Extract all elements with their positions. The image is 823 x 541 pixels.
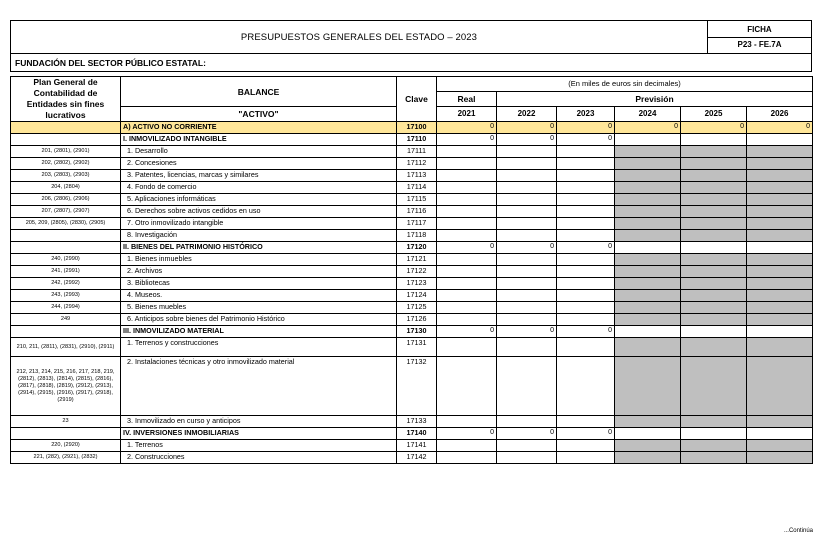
table-row xyxy=(11,428,813,440)
value-cell-2025[interactable] xyxy=(681,194,747,206)
value-cell-2026[interactable] xyxy=(747,357,813,416)
year-header-2026: 2026 xyxy=(747,107,813,122)
value-cell-2025[interactable] xyxy=(681,134,747,146)
plan-account-cell: 244, (2994) xyxy=(11,302,121,314)
concept-cell: 3. Bibliotecas xyxy=(121,278,397,290)
concept-cell: I. INMOVILIZADO INTANGIBLE xyxy=(121,134,397,146)
table-row xyxy=(11,182,813,194)
value-cell-2021[interactable]: 0 xyxy=(437,134,497,146)
plan-account-cell: 204, (2804) xyxy=(11,182,121,194)
value-cell-2025[interactable] xyxy=(681,146,747,158)
concept-cell: 4. Fondo de comercio xyxy=(121,182,397,194)
value-cell-2024[interactable] xyxy=(615,230,681,242)
value-cell-2022[interactable] xyxy=(497,452,557,464)
concept-cell: 4. Museos. xyxy=(121,290,397,302)
value-cell-2025[interactable] xyxy=(681,452,747,464)
plan-account-cell: 242, (2992) xyxy=(11,278,121,290)
value-cell-2025[interactable] xyxy=(681,338,747,357)
value-cell-2023[interactable] xyxy=(557,278,615,290)
table-row xyxy=(11,440,813,452)
value-cell-2023[interactable] xyxy=(557,146,615,158)
value-cell-2025[interactable] xyxy=(681,326,747,338)
value-cell-2021[interactable] xyxy=(437,266,497,278)
value-cell-2025[interactable] xyxy=(681,428,747,440)
value-cell-2025[interactable] xyxy=(681,314,747,326)
value-cell-2023[interactable] xyxy=(557,440,615,452)
value-cell-2026[interactable] xyxy=(747,302,813,314)
value-cell-2021[interactable] xyxy=(437,278,497,290)
value-cell-2024[interactable] xyxy=(615,242,681,254)
value-cell-2021[interactable] xyxy=(437,314,497,326)
value-cell-2025[interactable] xyxy=(681,218,747,230)
value-cell-2023[interactable]: 0 xyxy=(557,326,615,338)
ficha-label: FICHA xyxy=(747,24,772,34)
value-cell-2025[interactable] xyxy=(681,254,747,266)
activo-header: "ACTIVO" xyxy=(121,107,397,122)
plan-account-cell: 220, (2920) xyxy=(11,440,121,452)
clave-cell: 17121 xyxy=(397,254,437,266)
table-row xyxy=(11,170,813,182)
clave-cell: 17117 xyxy=(397,218,437,230)
clave-cell: 17100 xyxy=(397,122,437,134)
concept-cell: IV. INVERSIONES INMOBILIARIAS xyxy=(121,428,397,440)
value-cell-2024[interactable] xyxy=(615,302,681,314)
value-cell-2024[interactable] xyxy=(615,194,681,206)
value-cell-2021[interactable] xyxy=(437,206,497,218)
table-row xyxy=(11,302,813,314)
value-cell-2026[interactable] xyxy=(747,134,813,146)
clave-cell: 17113 xyxy=(397,170,437,182)
form-title: PRESUPUESTOS GENERALES DEL ESTADO – 2023 xyxy=(11,21,708,54)
value-cell-2022[interactable] xyxy=(497,254,557,266)
plan-account-cell: 212, 213, 214, 215, 216, 217, 218, 219, (2812), (2813), (2814), (2815), (2816), (2817), (2818), (2819), (2912), (2913), (2914), (2915), (2916), (2917), (2918), (2919) xyxy=(11,357,121,416)
value-cell-2025[interactable] xyxy=(681,170,747,182)
value-cell-2021[interactable]: 0 xyxy=(437,428,497,440)
value-cell-2026[interactable] xyxy=(747,194,813,206)
value-cell-2024[interactable] xyxy=(615,416,681,428)
value-cell-2021[interactable] xyxy=(437,338,497,357)
table-row xyxy=(11,266,813,278)
clave-cell: 17132 xyxy=(397,357,437,416)
clave-cell: 17118 xyxy=(397,230,437,242)
clave-cell: 17133 xyxy=(397,416,437,428)
plan-account-cell xyxy=(11,428,121,440)
concept-cell: 1. Desarrollo xyxy=(121,146,397,158)
clave-cell: 17115 xyxy=(397,194,437,206)
value-cell-2026[interactable] xyxy=(747,266,813,278)
prevision-header: Previsión xyxy=(497,92,813,107)
table-row xyxy=(11,357,813,416)
plan-account-cell: 206, (2806), (2906) xyxy=(11,194,121,206)
value-cell-2025[interactable] xyxy=(681,302,747,314)
value-cell-2024[interactable] xyxy=(615,314,681,326)
value-cell-2021[interactable] xyxy=(437,254,497,266)
concept-cell: 7. Otro inmovilizado intangible xyxy=(121,218,397,230)
value-cell-2026[interactable] xyxy=(747,182,813,194)
table-row xyxy=(11,278,813,290)
table-row xyxy=(11,194,813,206)
value-cell-2026[interactable] xyxy=(747,218,813,230)
value-cell-2021[interactable] xyxy=(437,440,497,452)
concept-cell: A) ACTIVO NO CORRIENTE xyxy=(121,122,397,134)
value-cell-2025[interactable] xyxy=(681,278,747,290)
form-header xyxy=(10,20,812,72)
table-row xyxy=(11,230,813,242)
value-cell-2022[interactable]: 0 xyxy=(497,134,557,146)
value-cell-2026[interactable] xyxy=(747,440,813,452)
value-cell-2022[interactable]: 0 xyxy=(497,428,557,440)
clave-cell: 17111 xyxy=(397,146,437,158)
value-cell-2024[interactable]: 0 xyxy=(615,122,681,134)
plan-account-cell xyxy=(11,134,121,146)
clave-cell: 17110 xyxy=(397,134,437,146)
plan-account-cell: 202, (2802), (2902) xyxy=(11,158,121,170)
year-header-2024: 2024 xyxy=(615,107,681,122)
value-cell-2023[interactable] xyxy=(557,290,615,302)
value-cell-2021[interactable] xyxy=(437,182,497,194)
value-cell-2026[interactable] xyxy=(747,254,813,266)
concept-cell: 2. Concesiones xyxy=(121,158,397,170)
concept-cell: 2. Archivos xyxy=(121,266,397,278)
value-cell-2025[interactable] xyxy=(681,290,747,302)
table-row xyxy=(11,338,813,357)
value-cell-2026[interactable] xyxy=(747,146,813,158)
value-cell-2023[interactable] xyxy=(557,182,615,194)
clave-cell: 17142 xyxy=(397,452,437,464)
value-cell-2024[interactable] xyxy=(615,206,681,218)
value-cell-2022[interactable] xyxy=(497,194,557,206)
value-cell-2021[interactable] xyxy=(437,452,497,464)
concept-cell: II. BIENES DEL PATRIMONIO HISTÓRICO xyxy=(121,242,397,254)
clave-cell: 17112 xyxy=(397,158,437,170)
value-cell-2024[interactable] xyxy=(615,254,681,266)
value-cell-2024[interactable] xyxy=(615,134,681,146)
value-cell-2022[interactable] xyxy=(497,170,557,182)
table-row xyxy=(11,206,813,218)
value-cell-2024[interactable] xyxy=(615,278,681,290)
value-cell-2022[interactable] xyxy=(497,230,557,242)
value-cell-2026[interactable] xyxy=(747,170,813,182)
value-cell-2023[interactable] xyxy=(557,302,615,314)
clave-cell: 17126 xyxy=(397,314,437,326)
concept-cell: 1. Terrenos y construcciones xyxy=(121,338,397,357)
value-cell-2026[interactable] xyxy=(747,242,813,254)
value-cell-2024[interactable] xyxy=(615,338,681,357)
value-cell-2025[interactable] xyxy=(681,242,747,254)
plan-account-cell xyxy=(11,122,121,134)
plan-account-cell: 210, 211, (2811), (2831), (2910), (2911) xyxy=(11,338,121,357)
value-cell-2022[interactable]: 0 xyxy=(497,326,557,338)
year-header-2021: 2021 xyxy=(437,107,497,122)
clave-column-header: Clave xyxy=(397,77,437,122)
value-cell-2023[interactable] xyxy=(557,170,615,182)
value-cell-2021[interactable] xyxy=(437,170,497,182)
value-cell-2024[interactable] xyxy=(615,170,681,182)
units-note: (En miles de euros sin decimales) xyxy=(437,77,813,92)
value-cell-2022[interactable] xyxy=(497,416,557,428)
plan-account-cell: 203, (2803), (2903) xyxy=(11,170,121,182)
plan-account-cell: 201, (2801), (2901) xyxy=(11,146,121,158)
plan-account-cell: 205, 209, (2805), (2830), (2905) xyxy=(11,218,121,230)
plan-account-cell: 241, (2991) xyxy=(11,266,121,278)
value-cell-2024[interactable] xyxy=(615,146,681,158)
year-header-2023: 2023 xyxy=(557,107,615,122)
plan-account-cell xyxy=(11,242,121,254)
concept-cell: III. INMOVILIZADO MATERIAL xyxy=(121,326,397,338)
clave-cell: 17130 xyxy=(397,326,437,338)
value-cell-2022[interactable] xyxy=(497,338,557,357)
value-cell-2026[interactable] xyxy=(747,206,813,218)
balance-column-header: BALANCE xyxy=(121,77,397,107)
value-cell-2021[interactable]: 0 xyxy=(437,122,497,134)
value-cell-2025[interactable] xyxy=(681,158,747,170)
year-header-2025: 2025 xyxy=(681,107,747,122)
value-cell-2022[interactable] xyxy=(497,158,557,170)
value-cell-2026[interactable] xyxy=(747,314,813,326)
value-cell-2025[interactable] xyxy=(681,416,747,428)
value-cell-2022[interactable] xyxy=(497,278,557,290)
value-cell-2022[interactable] xyxy=(497,146,557,158)
continua-note: ...Continúa xyxy=(783,528,813,534)
concept-cell: 6. Anticipos sobre bienes del Patrimonio Histórico xyxy=(121,314,397,326)
value-cell-2024[interactable] xyxy=(615,182,681,194)
value-cell-2023[interactable]: 0 xyxy=(557,134,615,146)
plan-account-cell: 207, (2807), (2907) xyxy=(11,206,121,218)
value-cell-2024[interactable] xyxy=(615,158,681,170)
value-cell-2026[interactable] xyxy=(747,416,813,428)
table-row xyxy=(11,452,813,464)
value-cell-2023[interactable] xyxy=(557,158,615,170)
value-cell-2021[interactable] xyxy=(437,290,497,302)
value-cell-2024[interactable] xyxy=(615,440,681,452)
value-cell-2023[interactable]: 0 xyxy=(557,242,615,254)
value-cell-2022[interactable] xyxy=(497,302,557,314)
concept-cell: 2. Construcciones xyxy=(121,452,397,464)
value-cell-2023[interactable] xyxy=(557,218,615,230)
value-cell-2023[interactable] xyxy=(557,230,615,242)
value-cell-2021[interactable] xyxy=(437,146,497,158)
concept-cell: 5. Aplicaciones informáticas xyxy=(121,194,397,206)
value-cell-2022[interactable] xyxy=(497,182,557,194)
value-cell-2023[interactable] xyxy=(557,338,615,357)
value-cell-2022[interactable] xyxy=(497,440,557,452)
value-cell-2026[interactable] xyxy=(747,278,813,290)
clave-cell: 17140 xyxy=(397,428,437,440)
table-row xyxy=(11,146,813,158)
value-cell-2021[interactable] xyxy=(437,357,497,416)
clave-cell: 17123 xyxy=(397,278,437,290)
value-cell-2024[interactable] xyxy=(615,357,681,416)
value-cell-2023[interactable] xyxy=(557,314,615,326)
balance-table xyxy=(10,76,813,464)
value-cell-2023[interactable] xyxy=(557,357,615,416)
value-cell-2025[interactable] xyxy=(681,206,747,218)
plan-account-cell: 240, (2990) xyxy=(11,254,121,266)
plan-account-cell xyxy=(11,230,121,242)
concept-cell: 3. Inmovilizado en curso y anticipos xyxy=(121,416,397,428)
balance-body xyxy=(11,122,813,464)
value-cell-2024[interactable] xyxy=(615,290,681,302)
table-row xyxy=(11,242,813,254)
table-row xyxy=(11,326,813,338)
value-cell-2021[interactable]: 0 xyxy=(437,326,497,338)
value-cell-2021[interactable] xyxy=(437,302,497,314)
value-cell-2022[interactable] xyxy=(497,290,557,302)
concept-cell: 1. Bienes inmuebles xyxy=(121,254,397,266)
value-cell-2022[interactable] xyxy=(497,206,557,218)
value-cell-2024[interactable] xyxy=(615,428,681,440)
concept-cell: 2. Instalaciones técnicas y otro inmovilizado material xyxy=(121,357,397,416)
clave-cell: 17116 xyxy=(397,206,437,218)
value-cell-2022[interactable]: 0 xyxy=(497,242,557,254)
clave-cell: 17120 xyxy=(397,242,437,254)
value-cell-2024[interactable] xyxy=(615,326,681,338)
value-cell-2025[interactable] xyxy=(681,266,747,278)
value-cell-2021[interactable] xyxy=(437,416,497,428)
value-cell-2023[interactable]: 0 xyxy=(557,122,615,134)
value-cell-2024[interactable] xyxy=(615,266,681,278)
value-cell-2022[interactable] xyxy=(497,266,557,278)
clave-cell: 17141 xyxy=(397,440,437,452)
concept-cell: 8. Investigación xyxy=(121,230,397,242)
value-cell-2021[interactable] xyxy=(437,158,497,170)
value-cell-2023[interactable] xyxy=(557,416,615,428)
value-cell-2026[interactable] xyxy=(747,428,813,440)
year-header-2022: 2022 xyxy=(497,107,557,122)
value-cell-2026[interactable] xyxy=(747,452,813,464)
value-cell-2022[interactable] xyxy=(497,357,557,416)
plan-account-cell: 243, (2993) xyxy=(11,290,121,302)
value-cell-2025[interactable] xyxy=(681,182,747,194)
plan-account-cell xyxy=(11,326,121,338)
value-cell-2022[interactable] xyxy=(497,314,557,326)
value-cell-2022[interactable] xyxy=(497,218,557,230)
value-cell-2023[interactable] xyxy=(557,266,615,278)
value-cell-2023[interactable] xyxy=(557,254,615,266)
value-cell-2025[interactable] xyxy=(681,440,747,452)
value-cell-2022[interactable]: 0 xyxy=(497,122,557,134)
real-header: Real xyxy=(437,92,497,107)
concept-cell: 3. Patentes, licencias, marcas y similares xyxy=(121,170,397,182)
clave-cell: 17131 xyxy=(397,338,437,357)
value-cell-2025[interactable] xyxy=(681,357,747,416)
table-row xyxy=(11,218,813,230)
table-row xyxy=(11,254,813,266)
clave-cell: 17125 xyxy=(397,302,437,314)
table-row xyxy=(11,122,813,134)
value-cell-2025[interactable]: 0 xyxy=(681,122,747,134)
concept-cell: 6. Derechos sobre activos cedidos en uso xyxy=(121,206,397,218)
value-cell-2023[interactable] xyxy=(557,194,615,206)
ficha-box xyxy=(708,21,812,54)
value-cell-2023[interactable] xyxy=(557,206,615,218)
table-row xyxy=(11,416,813,428)
plan-account-cell: 249 xyxy=(11,314,121,326)
entity-label: FUNDACIÓN DEL SECTOR PÚBLICO ESTATAL: xyxy=(11,54,812,72)
value-cell-2026[interactable] xyxy=(747,338,813,357)
table-row xyxy=(11,290,813,302)
value-cell-2026[interactable] xyxy=(747,326,813,338)
value-cell-2026[interactable] xyxy=(747,290,813,302)
concept-cell: 5. Bienes muebles xyxy=(121,302,397,314)
concept-cell: 1. Terrenos xyxy=(121,440,397,452)
value-cell-2021[interactable] xyxy=(437,218,497,230)
value-cell-2024[interactable] xyxy=(615,452,681,464)
table-row xyxy=(11,314,813,326)
table-row xyxy=(11,158,813,170)
value-cell-2023[interactable]: 0 xyxy=(557,428,615,440)
table-row xyxy=(11,134,813,146)
plan-account-cell: 221, (282), (2921), (2832) xyxy=(11,452,121,464)
value-cell-2025[interactable] xyxy=(681,230,747,242)
clave-cell: 17124 xyxy=(397,290,437,302)
value-cell-2026[interactable] xyxy=(747,158,813,170)
value-cell-2023[interactable] xyxy=(557,452,615,464)
plan-account-cell: 23 xyxy=(11,416,121,428)
value-cell-2021[interactable]: 0 xyxy=(437,242,497,254)
clave-cell: 17114 xyxy=(397,182,437,194)
value-cell-2026[interactable]: 0 xyxy=(747,122,813,134)
ficha-code: P23 - FE.7A xyxy=(708,37,811,52)
plan-column-header: Plan General de Contabilidad de Entidades sin fines lucrativos xyxy=(11,77,121,122)
value-cell-2021[interactable] xyxy=(437,230,497,242)
value-cell-2026[interactable] xyxy=(747,230,813,242)
clave-cell: 17122 xyxy=(397,266,437,278)
value-cell-2024[interactable] xyxy=(615,218,681,230)
value-cell-2021[interactable] xyxy=(437,194,497,206)
